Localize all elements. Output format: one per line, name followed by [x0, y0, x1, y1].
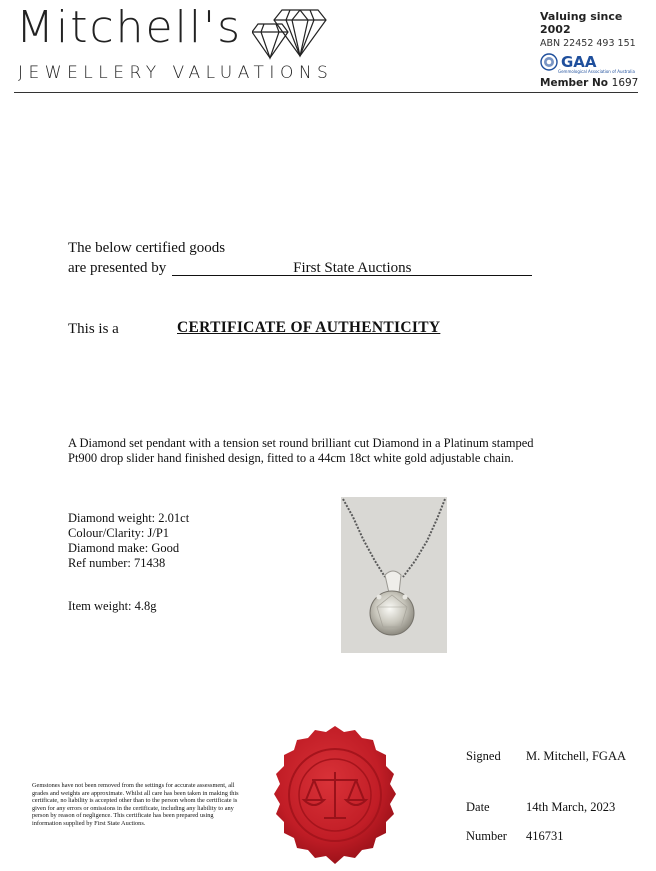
- gaa-label: GAA: [561, 53, 597, 71]
- certificate-title: CERTIFICATE OF AUTHENTICITY: [177, 319, 441, 336]
- presenter-name: First State Auctions: [172, 261, 532, 276]
- globe-icon: [540, 53, 558, 71]
- header-divider: [14, 92, 638, 93]
- number-value: 416731: [526, 829, 564, 843]
- intro-line-2: [68, 259, 532, 277]
- signed-label: Signed: [466, 749, 501, 763]
- number-label: Number: [466, 829, 507, 843]
- wax-seal: [262, 724, 408, 871]
- brand-subtitle: JEWELLERY VALUATIONS: [18, 63, 334, 83]
- member-value: 1697: [611, 77, 639, 89]
- pendant-photo: [341, 497, 447, 653]
- disclaimer: Gemstones have not been removed from the settings for accurate assessment, all grades and weights are approximate. Whilst all care has been taken in making this certificate, no liability is accepted other than to the person whom the certificate is given for any errors or omissions in the certificate, including any liability to any person by reason of negligence. This certificate has been prepared using information supplied by First State Auctions.: [32, 782, 239, 827]
- item-description: A Diamond set pendant with a tension set round brilliant cut Diamond in a Platinum stamped Pt900 drop slider hand finished design, fitted to a 44cm 18ct white gold adjustable chain.: [68, 436, 534, 465]
- brand-name: Mitchell's: [16, 2, 243, 53]
- member-number: [540, 77, 656, 89]
- date-label: Date: [466, 800, 490, 814]
- certificate-prefix: This is a: [68, 321, 119, 337]
- member-label: Member No: [540, 77, 608, 89]
- colour-clarity: Colour/Clarity: J/P1: [68, 526, 170, 540]
- intro-line-1: The below certified goods: [68, 240, 226, 256]
- gaa-fullname: Gemmological Association of Australia: [558, 69, 635, 74]
- valuing-since: Valuing since 2002: [540, 10, 623, 36]
- item-weight: Item weight: 4.8g: [68, 599, 157, 613]
- diamond-make: Diamond make: Good: [68, 541, 180, 555]
- diamond-logo-icon: [252, 6, 328, 67]
- ref-number: Ref number: 71438: [68, 556, 166, 570]
- presented-by-label: are presented by: [68, 260, 167, 276]
- diamond-weight: Diamond weight: 2.01ct: [68, 511, 190, 525]
- abn-number: ABN 22452 493 151: [540, 38, 636, 49]
- signed-value: M. Mitchell, FGAA: [526, 749, 626, 763]
- specs-list: [68, 511, 189, 571]
- header-credentials: [540, 10, 656, 89]
- date-value: 14th March, 2023: [526, 800, 616, 814]
